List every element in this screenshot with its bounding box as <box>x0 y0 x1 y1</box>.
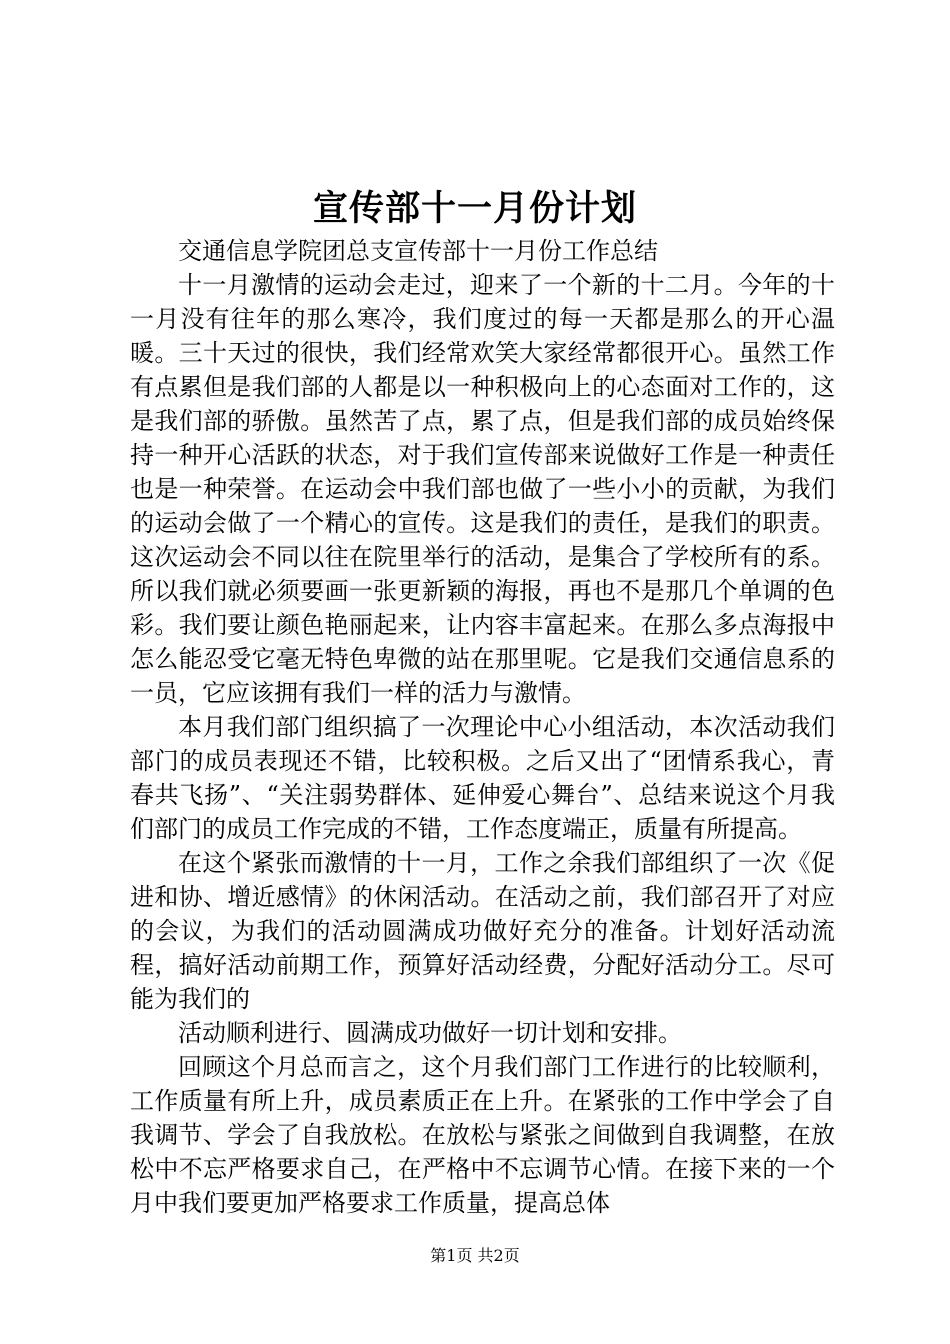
page-number-footer: 第1页 共2页 <box>430 1246 520 1265</box>
document-title: 宣传部十一月份计划 <box>312 188 637 229</box>
paragraph: 在这个紧张而激情的十一月，工作之余我们部组织了一次《促进和协、增近感情》的休闲活动。在活动之前，我们部召开了对应的会议，为我们的活动圆满成功做好充分的准备。计划好活动流程，搞好活动前期工作，预算好活动经费，分配好活动分工。尽可能为我们的 <box>130 849 835 1013</box>
paragraph: 本月我们部门组织搞了一次理论中心小组活动，本次活动我们部门的成员表现还不错，比较积极。之后又出了“团情系我心，青春共飞扬”、“关注弱势群体、延伸爱心舞台”、总结来说这个月我们部门的成员工作完成的不错，工作态度端正，质量有所提高。 <box>130 713 835 843</box>
paragraph: 十一月激情的运动会走过，迎来了一个新的十二月。今年的十一月没有往年的那么寒冷，我们度过的每一天都是那么的开心温暖。三十天过的很快，我们经常欢笑大家经常都很开心。虽然工作有点累但是我们部的人都是以一种积极向上的心态面对工作的，这是我们部的骄傲。虽然苦了点，累了点，但是我们部的成员始终保持一种开心活跃的状态，对于我们宣传部来说做好工作是一种责任也是一种荣誉。在运动会中我们部也做了一些小小的贡献，为我们的运动会做了一个精心的宣传。这是我们的责任，是我们的职责。这次运动会不同以往在院里举行的活动，是集合了学校所有的系。所以我们就必须要画一张更新颖的海报，再也不是那几个单调的色彩。我们要让颜色艳丽起来，让内容丰富起来。在那么多点海报中怎么能忍受它毫无特色卑微的站在那里呢。它是我们交通信息系的一员，它应该拥有我们一样的活力与激情。 <box>130 271 835 707</box>
paragraph-subtitle: 交通信息学院团总支宣传部十一月份工作总结 <box>178 237 658 265</box>
paragraph: 活动顺利进行、圆满成功做好一切计划和安排。 <box>178 1019 682 1047</box>
paragraph: 回顾这个月总而言之，这个月我们部门工作进行的比较顺利，工作质量有所上升，成员素质正在上升。在紧张的工作中学会了自我调节、学会了自我放松。在放松与紧张之间做到自我调整，在放松中不忘严格要求自己，在严格中不忘调节心情。在接下来的一个月中我们要更加严格要求工作质量，提高总体 <box>130 1053 835 1217</box>
document-body <box>130 234 835 1220</box>
